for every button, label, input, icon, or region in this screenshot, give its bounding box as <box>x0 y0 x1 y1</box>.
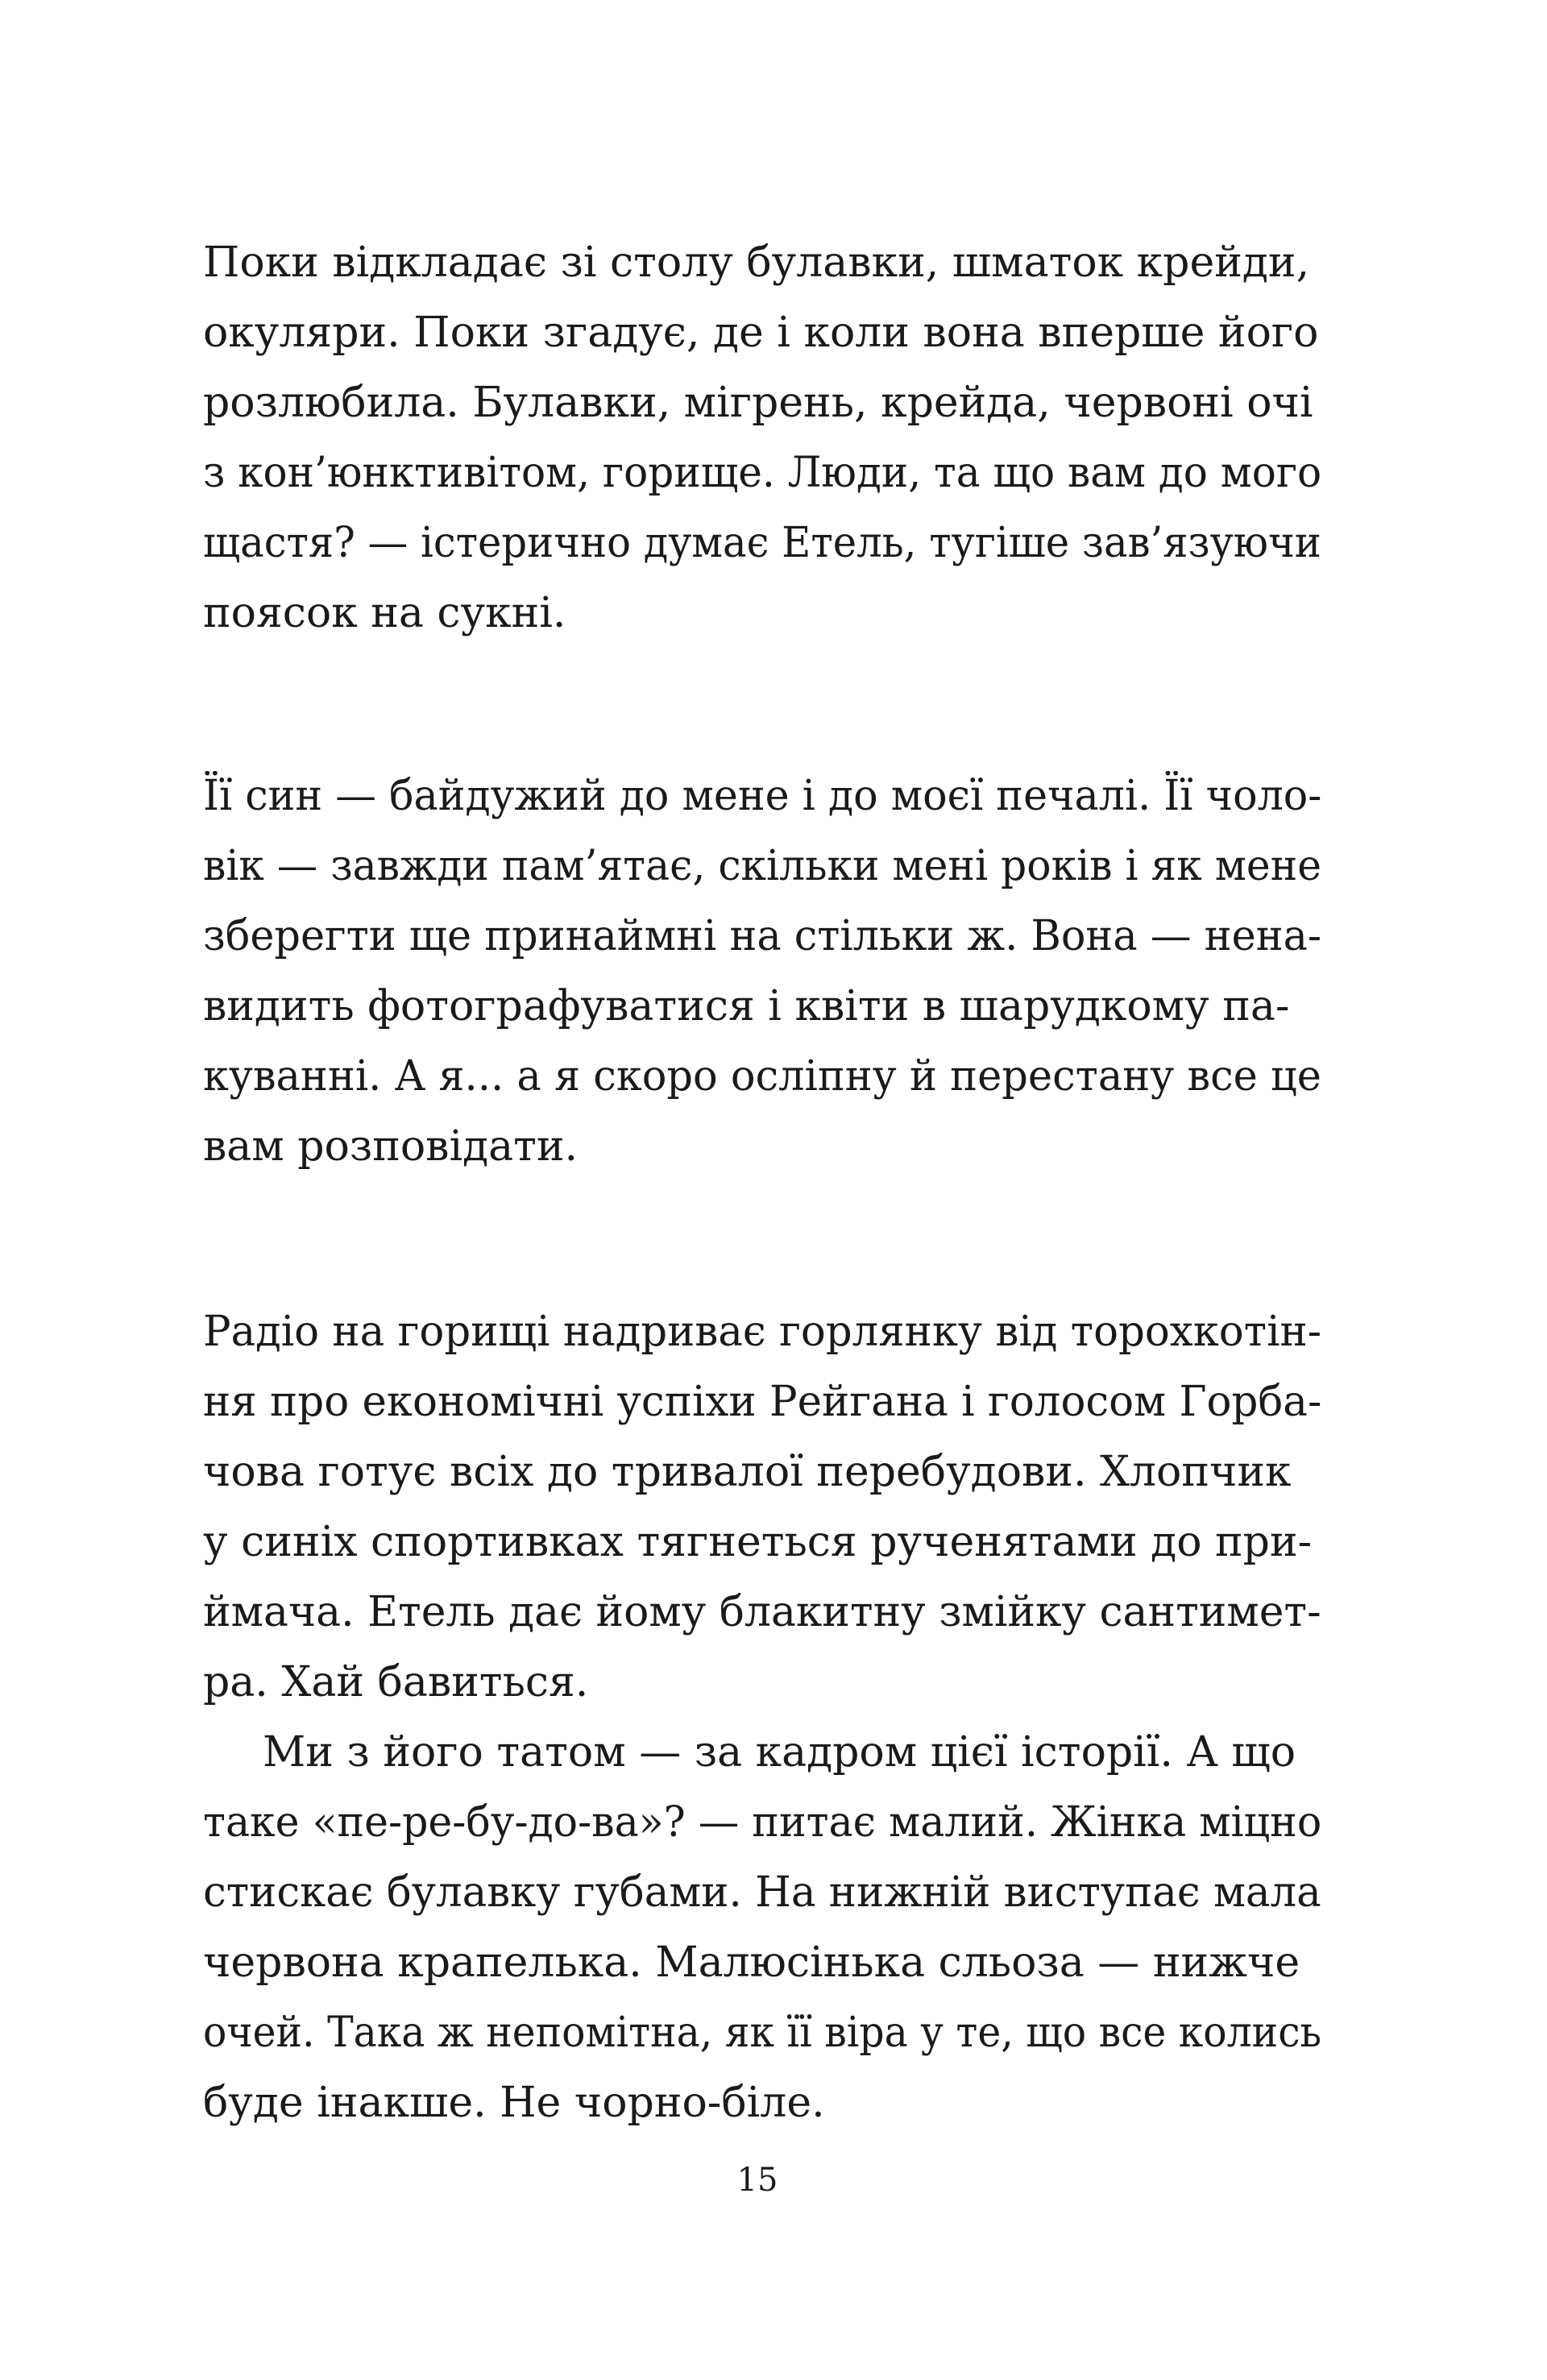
text-line: розлюбила. Булавки, мігрень, крейда, червоні очі <box>203 379 1313 427</box>
text-line: ймача. Етель дає йому блакитну змійку сантимет- <box>203 1588 1321 1636</box>
text-line: вік — завжди пам’ятає, скільки мені років і як мене <box>203 842 1322 890</box>
text-line: Її син — байдужий до мене і до моєї печалі. Її чоло- <box>203 772 1322 820</box>
text-line: Ми з його татом — за кадром цієї історії. А що <box>263 1728 1296 1777</box>
text-line: у синіх спортивках тягнеться рученятами до при- <box>203 1518 1313 1566</box>
text-line: щастя? — істерично думає Етель, тугіше зав’язуючи <box>203 519 1321 567</box>
text-line: з кон’юнктивітом, горище. Люди, та що вам до мого <box>203 449 1322 497</box>
page-number: 15 <box>736 2162 778 2199</box>
text-line: куванні. А я... а я скоро осліпну й перестану все це <box>203 1052 1321 1101</box>
text-line: видить фотографуватися і квіти в шарудкому па- <box>203 982 1290 1030</box>
text-line: Поки відкладає зі столу булавки, шматок крейди, <box>203 238 1310 287</box>
text-line: Радіо на горищі надриває горлянку від торохкотін- <box>203 1308 1322 1356</box>
text-line: окуляри. Поки згадує, де і коли вона вперше його <box>203 309 1319 357</box>
text-line: червона крапелька. Малюсінька сльоза — нижче <box>203 1938 1300 1987</box>
text-line: чова готує всіх до тривалої перебудови. Хлопчик <box>203 1448 1292 1496</box>
text-line: поясок на сукні. <box>203 589 566 637</box>
text-line: стискає булавку губами. На нижній виступає мала <box>203 1868 1321 1917</box>
text-line: зберегти ще принаймні на стільки ж. Вона — нена- <box>203 912 1322 960</box>
text-line: очей. Така ж непомітна, як її віра у те, що все колись <box>203 2009 1322 2057</box>
text-line: ня про економічні успіхи Рейгана і голосом Горба- <box>203 1378 1322 1426</box>
text-line: ра. Хай бавиться. <box>203 1658 589 1706</box>
text-line: вам розповідати. <box>203 1122 579 1171</box>
text-line: таке «пе-ре-бу-до-ва»? — питає малий. Жінка міцно <box>203 1798 1322 1847</box>
text-line: буде інакше. Не чорно-біле. <box>203 2079 825 2127</box>
